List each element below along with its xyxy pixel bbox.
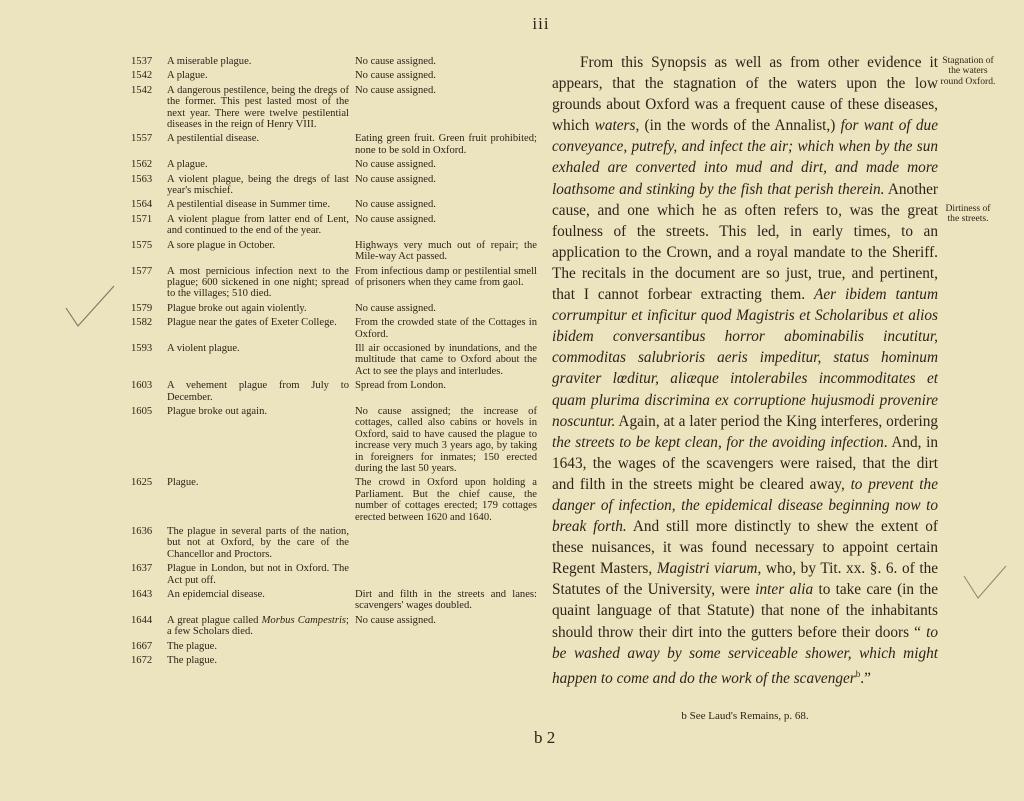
table-row: [131, 85, 537, 131]
table-row: [131, 303, 537, 314]
year-cell: 1643: [131, 589, 153, 601]
event-cell: The plague.: [167, 640, 218, 652]
event-cell: A violent plague, being the dregs of last year's mischief.: [167, 173, 349, 197]
event-cell: A plague.: [167, 159, 208, 171]
marginal-note-dirtiness: Dirtiness of the streets.: [945, 203, 991, 225]
cause-cell: No cause assigned.: [355, 70, 436, 82]
table-row: [131, 406, 537, 474]
event-cell: The plague.: [167, 655, 218, 667]
year-cell: 1582: [131, 317, 153, 329]
cause-cell: The crowd in Oxford upon holding a Parliament. But the chief cause, the number of cottages erected; 179 cottages erected between 1620 and 1640.: [355, 477, 537, 523]
year-cell: 1593: [131, 342, 153, 354]
event-cell: A vehement plague from July to December.: [167, 380, 349, 403]
year-cell: 1562: [131, 159, 153, 171]
year-cell: 1577: [131, 265, 153, 277]
event-cell: Plague.: [167, 477, 199, 489]
event-cell: Plague near the gates of Exeter College.: [167, 317, 337, 329]
table-row: [131, 477, 537, 523]
cause-cell: No cause assigned.: [355, 159, 436, 171]
table-row: [131, 317, 537, 340]
cause-cell: No cause assigned.: [355, 213, 436, 225]
table-row: [131, 563, 537, 586]
event-cell: A plague.: [167, 70, 208, 82]
event-cell: A great plague called Morbus Campestris; a few Scholars died.: [167, 614, 349, 638]
event-cell: A sore plague in October.: [167, 239, 275, 251]
event-cell: A dangerous pestilence, being the dregs of the former. This pest lasted most of the next year. There were twelve pestilential diseases in the reign of Henry VIII.: [167, 84, 349, 131]
table-row: [131, 380, 537, 403]
cause-cell: No cause assigned; the increase of cottages, called also cabins or hovels in Oxford, said to have caused the plague to increase very much 3 years ago, by taking in foreigners for inmates; 150 erected during the last 50 years.: [355, 405, 537, 474]
event-cell: A pestilential disease in Summer time.: [167, 199, 330, 211]
year-cell: 1542: [131, 84, 153, 96]
year-cell: 1672: [131, 655, 153, 667]
cause-cell: Ill air occasioned by inundations, and the multitude that came to Oxford about the Act to see the plays and interludes.: [355, 342, 537, 377]
table-row: [131, 159, 537, 170]
pencil-check-mark-icon: [62, 282, 118, 332]
year-cell: 1575: [131, 239, 153, 251]
table-row: [131, 133, 537, 156]
year-cell: 1637: [131, 563, 153, 575]
event-cell: A violent plague from latter end of Lent, and continued to the end of the year.: [167, 213, 349, 237]
event-cell: The plague in several parts of the nation, but not at Oxford, by the care of the Chancellor and Proctors.: [167, 526, 349, 560]
table-row: [131, 214, 537, 237]
event-cell: A miserable plague.: [167, 56, 252, 67]
table-row: [131, 70, 537, 81]
year-cell: 1571: [131, 213, 153, 225]
year-cell: 1579: [131, 302, 153, 314]
event-cell: An epidemcial disease.: [167, 589, 265, 601]
year-cell: 1625: [131, 477, 153, 489]
table-row: [131, 56, 537, 67]
signature-mark: b 2: [534, 728, 556, 747]
cause-cell: From infectious damp or pestilential smell of prisoners when they came from gaol.: [355, 265, 537, 288]
pencil-check-mark-icon: [960, 562, 1010, 606]
year-cell: 1644: [131, 614, 153, 626]
table-row: [131, 589, 537, 612]
event-cell: A most pernicious infection next to the plague; 600 sickened in one night; spread to the villages; 510 died.: [167, 265, 349, 300]
event-cell: Plague broke out again violently.: [167, 302, 307, 314]
cause-cell: No cause assigned.: [355, 56, 436, 67]
cause-cell: No cause assigned.: [355, 302, 436, 314]
table-row: [131, 526, 537, 560]
year-cell: 1605: [131, 405, 153, 417]
year-cell: 1542: [131, 70, 153, 82]
cause-cell: Highways very much out of repair; the Mile-way Act passed.: [355, 239, 537, 263]
cause-cell: Eating green fruit. Green fruit prohibited; none to be sold in Oxford.: [355, 133, 537, 156]
main-text-column: [552, 52, 938, 689]
table-row: [131, 174, 537, 197]
main-paragraph: From this Synopsis as well as from other evidence it appears, that the stagnation of the waters upon the low grounds about Oxford was a frequent cause of these diseases, which waters, (in the words of the Annalist,) for want of due conveyance, putrefy, and infect the air; which when by the sun exhaled are converted into mud and dirt, and made more loathsome and stinking by the fish that perish therein. Another cause, and one which he as often refers to, was the great foulness of the streets. This led, in early times, to an application to the Crown, and a royal mandate to the Sheriff. The recitals in the document are so just, true, and pertinent, that I cannot forbear extracting them. Aer ibidem tantum corrumpitur et inficitur quod Magistris et Scholaribus et alios ibidem conversantibus horror abominabilis incutitur, commoditas salubrioris aeris impeditur, status hominum graviter lœditur, aliæque intolerabiles incommoditates et quam plurima discrimina ex corruptione hujusmodi provenire noscuntur. Again, at a later period the King interferes, ordering the streets to be kept clean, for the avoiding infection. And, in 1643, the wages of the scavengers were raised, that the dirt and filth in the streets might be cleared away, to prevent the danger of infection, the epidemical disease beginning now to break forth. And still more distinctly to shew the extent of these nuisances, it was found necessary to appoint certain Regent Masters, Magistri viarum, who, by Tit. xx. §. 6. of the Statutes of the University, were inter alia to take care (in the quaint language of that Statute) that none of the inhabitants should throw their dirt into the gutters before their doors “ to be washed away by some serviceable shower, which might happen to come and do the work of the scavenger$^b$.”: [552, 54, 939, 687]
year-cell: 1667: [131, 640, 153, 652]
cause-cell: No cause assigned.: [355, 614, 436, 626]
cause-cell: No cause assigned.: [355, 173, 436, 185]
cause-cell: Spread from London.: [355, 380, 446, 392]
marginal-note-stagnation: Stagnation of the waters round Oxford.: [940, 55, 996, 87]
year-cell: 1563: [131, 173, 153, 185]
table-row: [131, 266, 537, 300]
footnote: b See Laud's Remains, p. 68.: [681, 710, 809, 722]
cause-cell: No cause assigned.: [355, 84, 436, 96]
plague-synopsis-table: [131, 56, 537, 670]
year-cell: 1557: [131, 133, 153, 145]
event-cell: Plague broke out again.: [167, 405, 268, 417]
cause-cell: From the crowded state of the Cottages in Oxford.: [355, 317, 537, 340]
event-cell: Plague in London, but not in Oxford. The Act put off.: [167, 563, 349, 586]
page-number: iii: [532, 14, 550, 33]
year-cell: 1537: [131, 56, 153, 67]
table-row: [131, 641, 537, 652]
table-row: [131, 615, 537, 638]
table-row: [131, 655, 537, 666]
event-cell: A violent plague.: [167, 342, 240, 354]
table-row: [131, 199, 537, 210]
year-cell: 1636: [131, 526, 153, 538]
table-row: [131, 343, 537, 377]
event-cell: A pestilential disease.: [167, 133, 260, 145]
year-cell: 1603: [131, 380, 153, 392]
year-cell: 1564: [131, 199, 153, 211]
table-row: [131, 240, 537, 263]
cause-cell: Dirt and filth in the streets and lanes: scavengers' wages doubled.: [355, 589, 537, 612]
cause-cell: No cause assigned.: [355, 199, 436, 211]
